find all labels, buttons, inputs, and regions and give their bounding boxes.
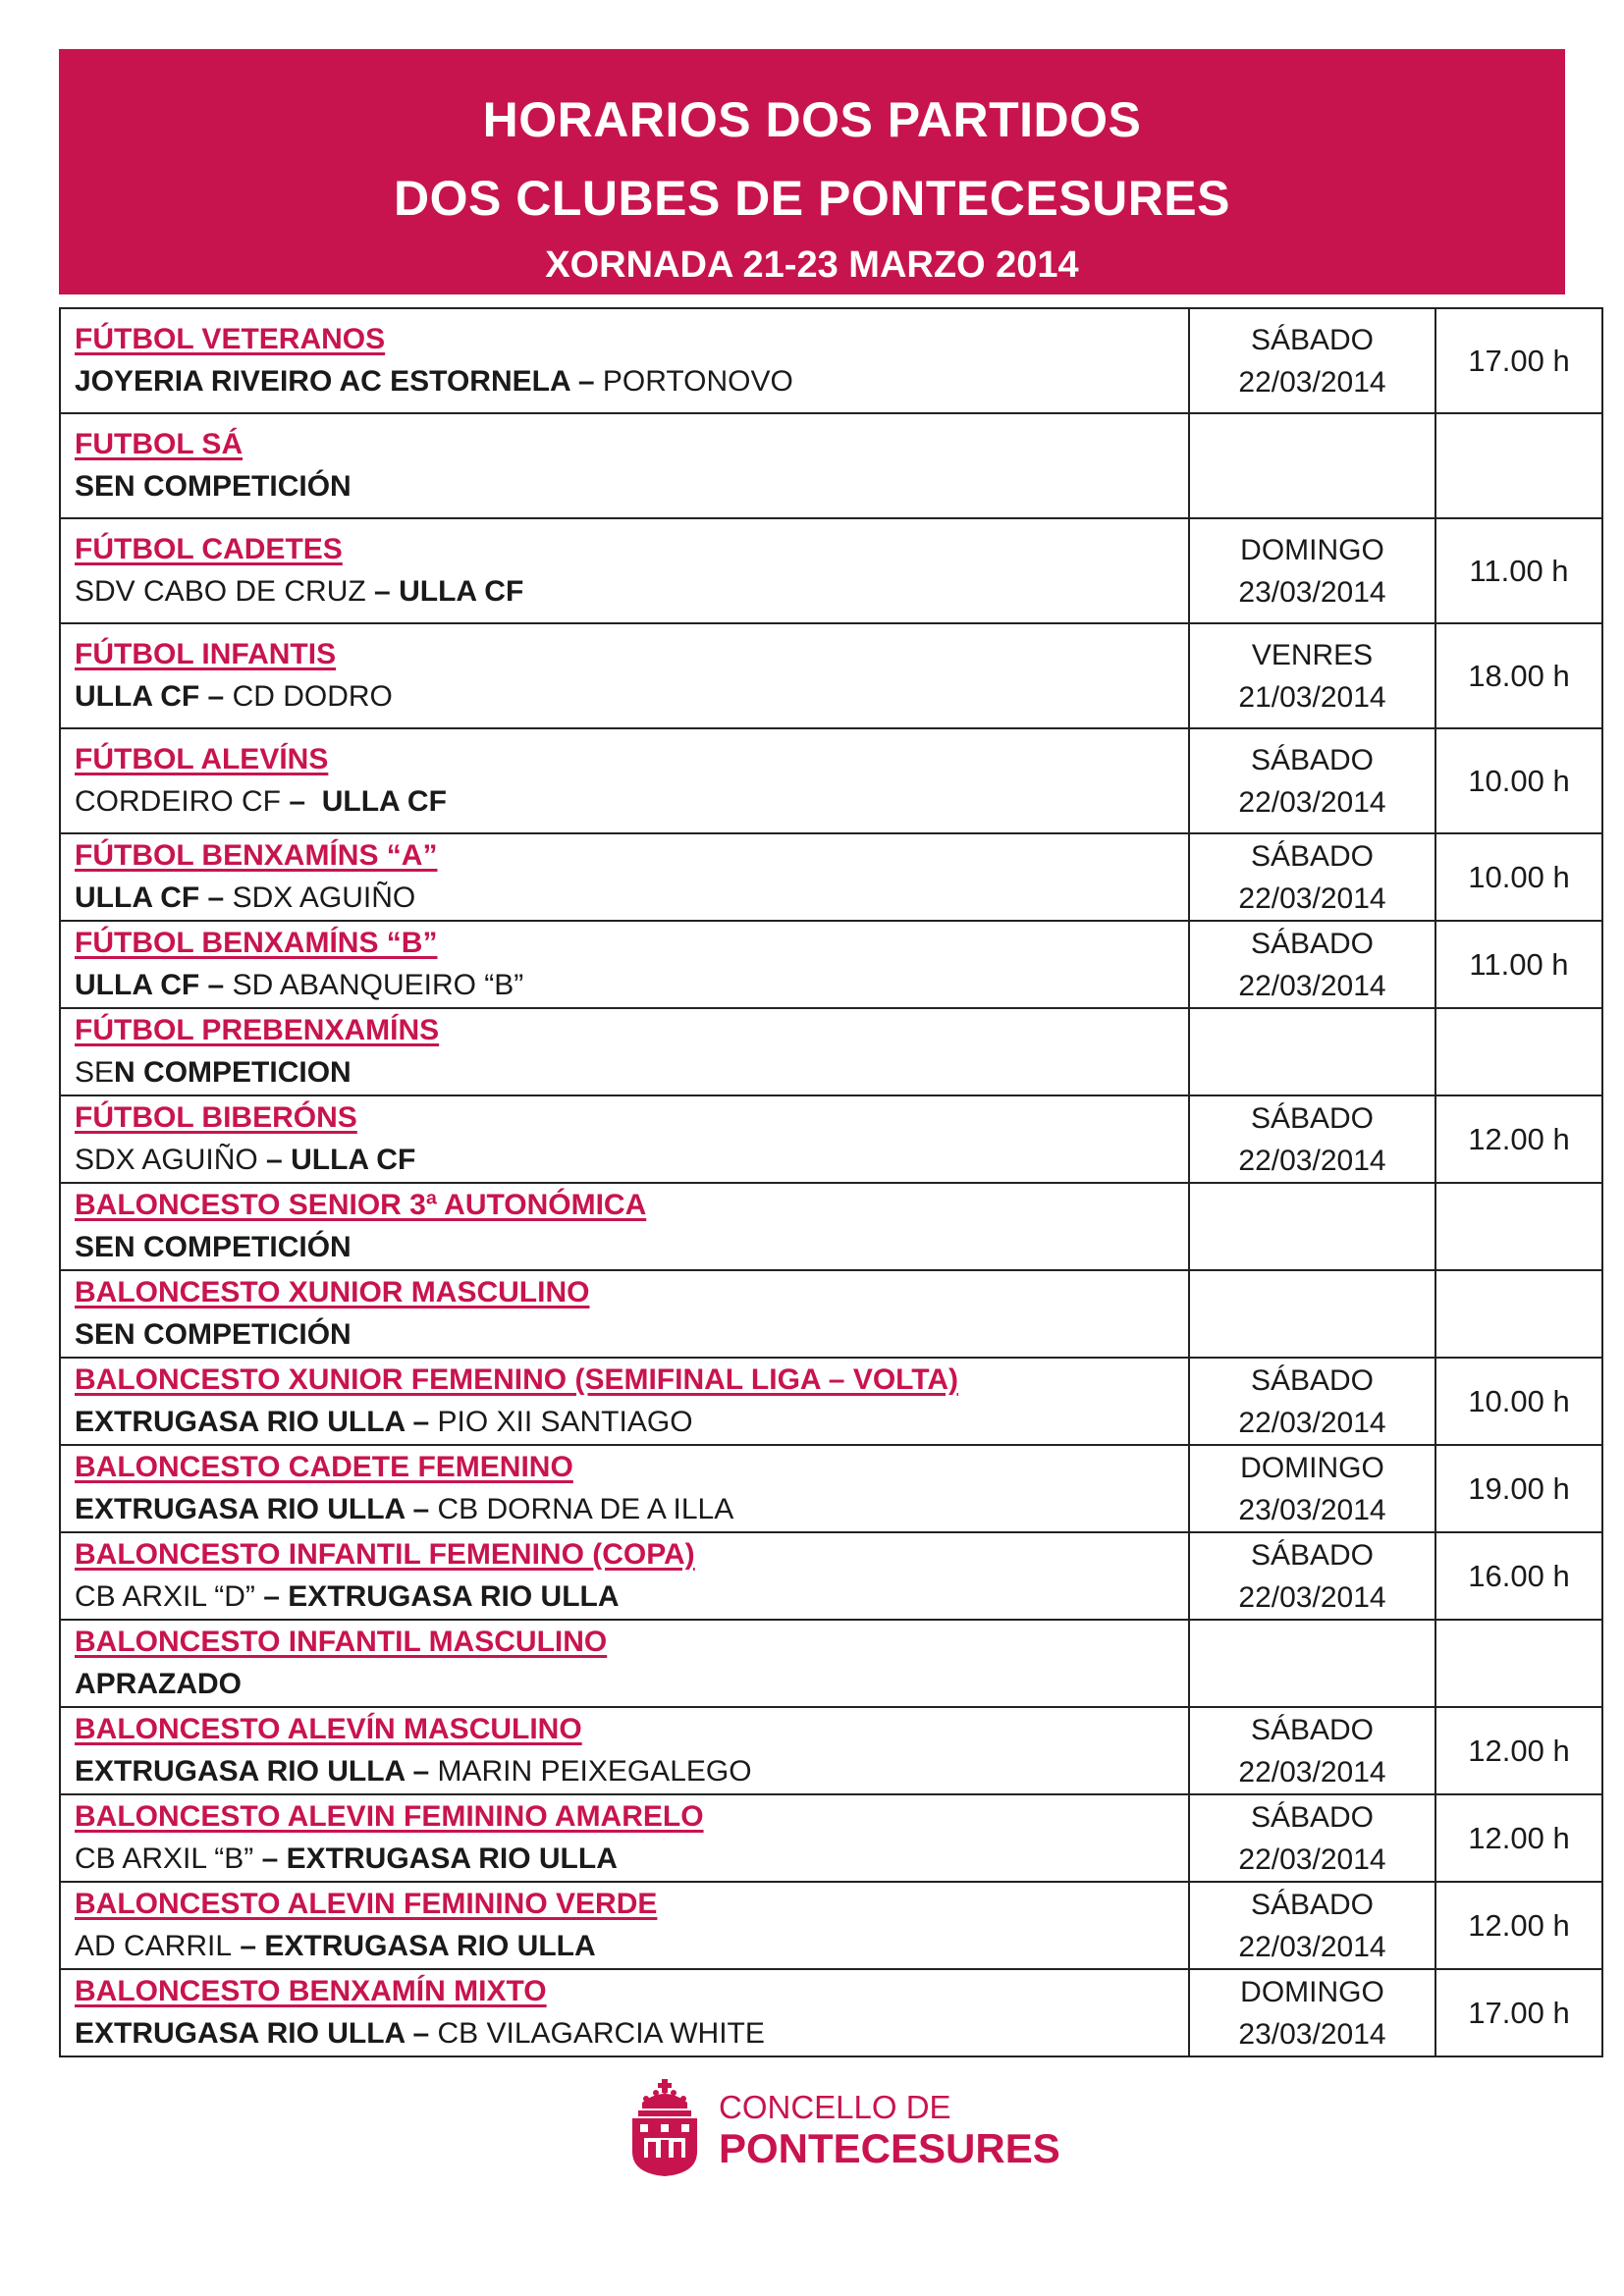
team-separator: – <box>199 881 233 914</box>
category-link[interactable]: FÚTBOL INFANTIS <box>75 637 337 670</box>
match-cell <box>60 308 1189 413</box>
match-date: 22/03/2014 <box>1238 785 1386 819</box>
team-separator: – <box>199 679 233 713</box>
match-teams <box>75 964 1188 1007</box>
match-date: 23/03/2014 <box>1238 2017 1386 2051</box>
match-teams <box>75 465 1188 508</box>
team-away: CB VILAGARCIA WHITE <box>437 2016 765 2050</box>
team-away: EXTRUGASA RIO ULLA <box>286 1842 618 1875</box>
match-day: SÁBADO <box>1250 743 1375 776</box>
match-cell <box>60 921 1189 1008</box>
table-row <box>60 1270 1602 1358</box>
team-home: EXTRUGASA RIO ULLA <box>75 1405 406 1438</box>
header-title-line2: DOS CLUBES DE PONTECESURES <box>393 171 1230 226</box>
team-separator: – <box>365 574 400 608</box>
match-cell <box>60 1969 1189 2056</box>
match-day: SÁBADO <box>1250 1538 1375 1572</box>
team-separator: – <box>405 1492 438 1525</box>
date-cell <box>1189 1620 1435 1707</box>
date-cell <box>1189 1969 1435 2056</box>
date-cell <box>1189 518 1435 623</box>
match-teams <box>75 780 1188 824</box>
time-cell <box>1435 308 1602 413</box>
team-separator: – <box>405 1405 438 1438</box>
match-time: 17.00 h <box>1468 343 1570 378</box>
table-row <box>60 1532 1602 1620</box>
time-cell <box>1435 921 1602 1008</box>
match-time: 18.00 h <box>1468 658 1570 693</box>
match-teams <box>75 1139 1188 1182</box>
team-away: N COMPETICION <box>114 1055 352 1089</box>
category-link[interactable]: FÚTBOL VETERANOS <box>75 322 386 355</box>
team-home: EXTRUGASA RIO ULLA <box>75 2016 406 2050</box>
match-time: 19.00 h <box>1468 1470 1570 1506</box>
match-date: 22/03/2014 <box>1238 969 1386 1002</box>
table-row <box>60 1794 1602 1882</box>
match-cell <box>60 1707 1189 1794</box>
team-home: AD CARRIL <box>75 1929 233 1962</box>
time-cell <box>1435 1008 1602 1095</box>
category-link[interactable]: FUTBOL SÁ <box>75 427 244 460</box>
time-cell <box>1435 833 1602 921</box>
table-row <box>60 1969 1602 2056</box>
time-cell <box>1435 1358 1602 1445</box>
match-date: 22/03/2014 <box>1238 1755 1386 1789</box>
table-row <box>60 1882 1602 1969</box>
match-date: 23/03/2014 <box>1238 1493 1386 1526</box>
team-away: ULLA CF <box>291 1143 416 1176</box>
team-away: EXTRUGASA RIO ULLA <box>264 1929 596 1962</box>
date-cell <box>1189 1445 1435 1532</box>
team-home: CORDEIRO CF <box>75 784 281 818</box>
match-day: SÁBADO <box>1250 1888 1375 1921</box>
table-row <box>60 1008 1602 1095</box>
match-cell <box>60 1095 1189 1183</box>
match-teams <box>75 1226 1188 1269</box>
time-cell <box>1435 1707 1602 1794</box>
match-cell <box>60 518 1189 623</box>
match-day: DOMINGO <box>1240 533 1384 566</box>
match-teams <box>75 1488 1188 1531</box>
page-header <box>59 49 1565 294</box>
category-link[interactable]: FÚTBOL CADETES <box>75 532 343 565</box>
category-link[interactable]: BALONCESTO SENIOR 3ª AUTONÓMICA <box>75 1188 647 1221</box>
team-home: EXTRUGASA RIO ULLA <box>75 1754 406 1788</box>
team-home: ULLA CF <box>75 881 200 914</box>
match-date: 22/03/2014 <box>1238 881 1386 915</box>
team-separator: – <box>254 1579 289 1613</box>
team-away: SD ABANQUEIRO “B” <box>232 968 524 1001</box>
team-home: ULLA CF <box>75 679 200 713</box>
logo-text <box>719 2089 1060 2171</box>
match-date: 23/03/2014 <box>1238 575 1386 609</box>
team-away: ULLA CF <box>321 784 447 818</box>
category-link[interactable]: BALONCESTO XUNIOR FEMENINO (SEMIFINAL LIGA – VOLTA) <box>75 1362 959 1396</box>
time-cell <box>1435 1183 1602 1270</box>
table-row <box>60 413 1602 518</box>
date-cell <box>1189 728 1435 833</box>
match-cell <box>60 1183 1189 1270</box>
match-teams <box>75 1925 1188 1968</box>
pontecesures-crest-icon <box>628 2079 701 2177</box>
team-home: JOYERIA RIVEIRO AC ESTORNELA <box>75 364 570 398</box>
council-logo <box>628 2079 1060 2177</box>
table-row <box>60 728 1602 833</box>
time-cell <box>1435 728 1602 833</box>
team-home: EXTRUGASA RIO ULLA <box>75 1492 406 1525</box>
date-cell <box>1189 1183 1435 1270</box>
date-cell <box>1189 1095 1435 1183</box>
match-cell <box>60 1270 1189 1358</box>
match-teams <box>75 675 1188 719</box>
table-row <box>60 623 1602 728</box>
date-cell <box>1189 1008 1435 1095</box>
match-time: 11.00 h <box>1469 553 1569 588</box>
match-cell <box>60 1358 1189 1445</box>
match-teams <box>75 877 1188 920</box>
match-day: SÁBADO <box>1250 1800 1375 1834</box>
date-cell <box>1189 921 1435 1008</box>
logo-line2: PONTECESURES <box>719 2125 1060 2171</box>
team-home: SEN COMPETICIÓN <box>75 1317 352 1351</box>
match-cell <box>60 1882 1189 1969</box>
table-row <box>60 1707 1602 1794</box>
team-separator: – <box>253 1842 287 1875</box>
time-cell <box>1435 518 1602 623</box>
match-day: SÁBADO <box>1250 1101 1375 1135</box>
team-away: CB DORNA DE A ILLA <box>437 1492 734 1525</box>
match-teams <box>75 1663 1188 1706</box>
team-separator: – <box>232 1929 265 1962</box>
match-time: 12.00 h <box>1468 1820 1570 1855</box>
match-cell <box>60 728 1189 833</box>
match-time: 12.00 h <box>1468 1121 1570 1156</box>
category-link[interactable]: BALONCESTO ALEVIN FEMININO AMARELO <box>75 1799 704 1833</box>
category-link[interactable]: BALONCESTO XUNIOR MASCULINO <box>75 1275 590 1308</box>
match-day: SÁBADO <box>1250 927 1375 960</box>
team-away: PORTONOVO <box>602 364 793 398</box>
category-link[interactable]: FÚTBOL ALEVÍNS <box>75 742 329 775</box>
team-home: SEN COMPETICIÓN <box>75 469 352 503</box>
category-link[interactable]: FÚTBOL PREBENXAMÍNS <box>75 1013 440 1046</box>
time-cell <box>1435 623 1602 728</box>
match-date: 22/03/2014 <box>1238 1842 1386 1876</box>
time-cell <box>1435 1882 1602 1969</box>
time-cell <box>1435 1445 1602 1532</box>
date-cell <box>1189 1270 1435 1358</box>
time-cell <box>1435 1270 1602 1358</box>
match-teams <box>75 570 1188 614</box>
match-day: DOMINGO <box>1240 1451 1384 1484</box>
category-link[interactable]: FÚTBOL BIBERÓNS <box>75 1100 357 1134</box>
team-separator: – <box>281 784 322 818</box>
match-teams <box>75 2012 1188 2056</box>
table-row <box>60 921 1602 1008</box>
team-away: ULLA CF <box>399 574 524 608</box>
team-home: SEN COMPETICIÓN <box>75 1230 352 1263</box>
date-cell <box>1189 1882 1435 1969</box>
match-day: SÁBADO <box>1250 1363 1375 1397</box>
team-separator: – <box>257 1143 292 1176</box>
table-row <box>60 308 1602 413</box>
team-home: APRAZADO <box>75 1667 242 1700</box>
team-separator: – <box>199 968 233 1001</box>
date-cell <box>1189 1707 1435 1794</box>
table-row <box>60 1183 1602 1270</box>
match-date: 22/03/2014 <box>1238 1580 1386 1614</box>
category-link[interactable]: FÚTBOL BENXAMÍNS “A” <box>75 838 438 872</box>
team-home: SDX AGUIÑO <box>75 1143 258 1176</box>
match-cell <box>60 1620 1189 1707</box>
team-home: CB ARXIL “D” <box>75 1579 255 1613</box>
time-cell <box>1435 1969 1602 2056</box>
team-separator: – <box>405 2016 438 2050</box>
match-teams <box>75 1401 1188 1444</box>
match-time: 10.00 h <box>1468 763 1570 798</box>
match-cell <box>60 413 1189 518</box>
category-link[interactable]: BALONCESTO CADETE FEMENINO <box>75 1450 573 1483</box>
match-time: 12.00 h <box>1468 1907 1570 1943</box>
team-away: PIO XII SANTIAGO <box>437 1405 693 1438</box>
match-time: 17.00 h <box>1468 1995 1570 2030</box>
table-row <box>60 1620 1602 1707</box>
team-home: SDV CABO DE CRUZ <box>75 574 366 608</box>
date-cell <box>1189 413 1435 518</box>
match-date: 22/03/2014 <box>1238 1406 1386 1439</box>
match-cell <box>60 1794 1189 1882</box>
category-link[interactable]: BALONCESTO BENXAMÍN MIXTO <box>75 1974 547 2007</box>
table-row <box>60 518 1602 623</box>
match-teams <box>75 1838 1188 1881</box>
match-day: SÁBADO <box>1250 1713 1375 1746</box>
category-link[interactable]: FÚTBOL BENXAMÍNS “B” <box>75 926 438 959</box>
match-time: 12.00 h <box>1468 1733 1570 1768</box>
header-subtitle: XORNADA 21-23 MARZO 2014 <box>545 244 1079 286</box>
match-day: SÁBADO <box>1250 839 1375 873</box>
date-cell <box>1189 1358 1435 1445</box>
match-time: 10.00 h <box>1468 1383 1570 1418</box>
match-time: 11.00 h <box>1469 946 1569 982</box>
time-cell <box>1435 1620 1602 1707</box>
team-separator: – <box>569 364 603 398</box>
time-cell <box>1435 1794 1602 1882</box>
team-home: CB ARXIL “B” <box>75 1842 254 1875</box>
match-teams <box>75 1051 1188 1095</box>
match-teams <box>75 1313 1188 1357</box>
match-teams <box>75 1575 1188 1619</box>
team-away: EXTRUGASA RIO ULLA <box>288 1579 620 1613</box>
match-teams <box>75 360 1188 403</box>
category-link[interactable]: BALONCESTO INFANTIL MASCULINO <box>75 1625 608 1658</box>
table-row <box>60 833 1602 921</box>
date-cell <box>1189 1532 1435 1620</box>
match-teams <box>75 1750 1188 1793</box>
team-away: SDX AGUIÑO <box>232 881 416 914</box>
header-title-line1: HORARIOS DOS PARTIDOS <box>482 92 1142 147</box>
match-date: 22/03/2014 <box>1238 365 1386 399</box>
schedule-table <box>59 307 1603 2057</box>
time-cell <box>1435 1532 1602 1620</box>
match-date: 22/03/2014 <box>1238 1930 1386 1963</box>
date-cell <box>1189 1794 1435 1882</box>
category-link[interactable]: BALONCESTO ALEVÍN MASCULINO <box>75 1712 582 1745</box>
match-day: SÁBADO <box>1250 323 1375 356</box>
table-row <box>60 1095 1602 1183</box>
match-time: 10.00 h <box>1468 859 1570 894</box>
time-cell <box>1435 1095 1602 1183</box>
match-date: 21/03/2014 <box>1238 680 1386 714</box>
table-row <box>60 1445 1602 1532</box>
match-cell <box>60 1008 1189 1095</box>
team-home: SE <box>75 1055 115 1089</box>
table-row <box>60 1358 1602 1445</box>
logo-line1: CONCELLO DE <box>719 2089 951 2125</box>
date-cell <box>1189 308 1435 413</box>
category-link[interactable]: BALONCESTO ALEVIN FEMININO VERDE <box>75 1887 658 1920</box>
date-cell <box>1189 833 1435 921</box>
date-cell <box>1189 623 1435 728</box>
match-time: 16.00 h <box>1468 1558 1570 1593</box>
time-cell <box>1435 413 1602 518</box>
match-cell <box>60 1445 1189 1532</box>
team-away: CD DODRO <box>232 679 393 713</box>
match-day: DOMINGO <box>1240 1975 1384 2008</box>
match-cell <box>60 833 1189 921</box>
match-date: 22/03/2014 <box>1238 1144 1386 1177</box>
category-link[interactable]: BALONCESTO INFANTIL FEMENINO (COPA) <box>75 1537 695 1571</box>
match-cell <box>60 1532 1189 1620</box>
team-home: ULLA CF <box>75 968 200 1001</box>
match-cell <box>60 623 1189 728</box>
match-day: VENRES <box>1251 638 1374 671</box>
team-away: MARIN PEIXEGALEGO <box>437 1754 752 1788</box>
team-separator: – <box>405 1754 438 1788</box>
